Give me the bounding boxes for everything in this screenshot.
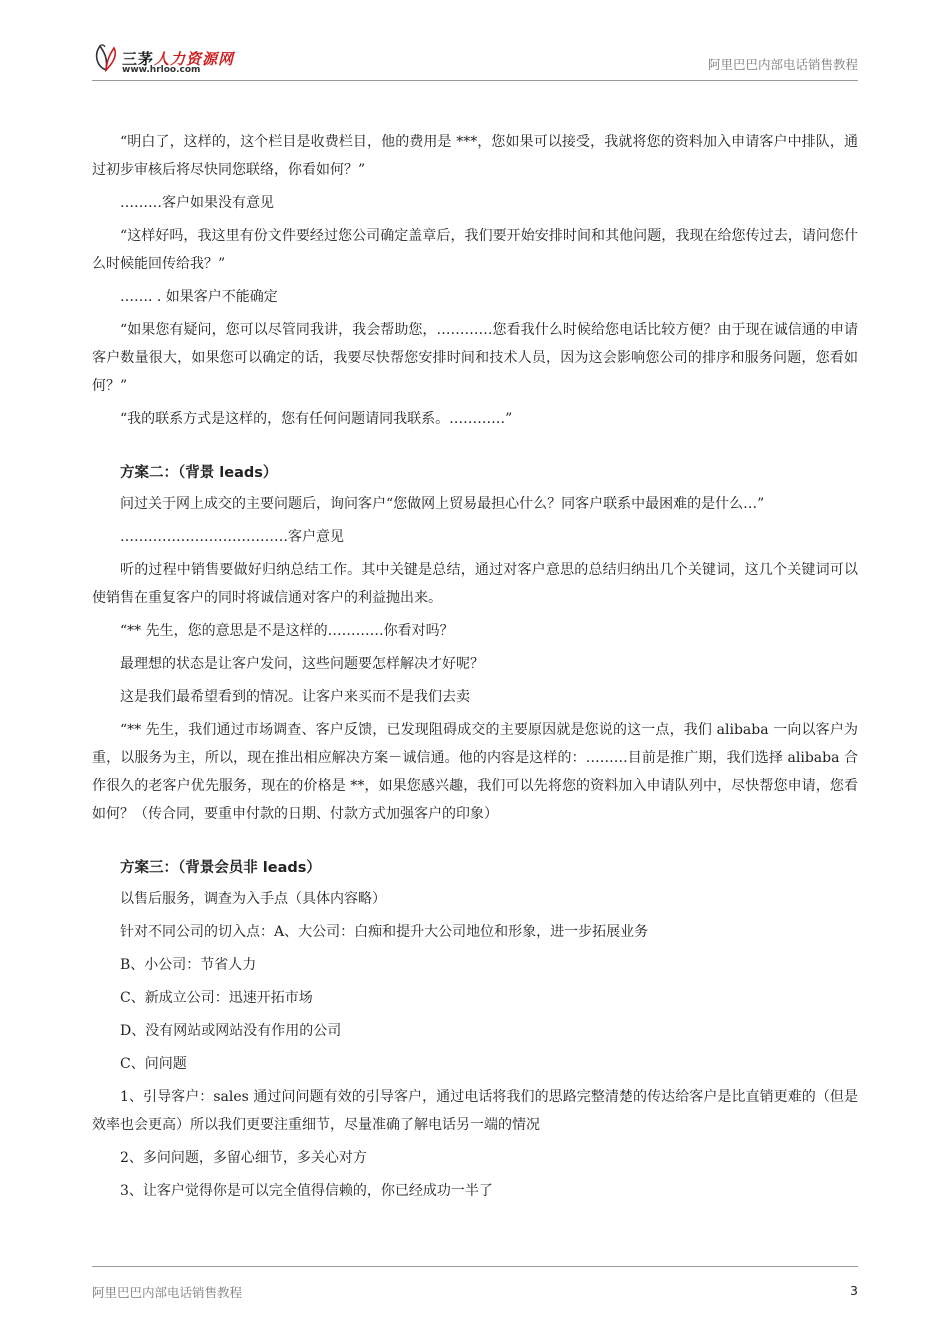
section-gap — [92, 833, 858, 855]
paragraph: “我的联系方式是这样的，您有任何问题请同我联系。…………” — [120, 411, 513, 427]
page-number: 3 — [850, 1283, 858, 1298]
paragraph: “如果您有疑问，您可以尽管同我讲，我会帮助您，…………您看我什么时候给您电话比较方便？由于现在诚信通的申请客户数量很大，如果您可以确定的话，我要尽快帮您安排时间和技术人员，因为这会影响您公司的排序和服务问题，您看如何？” — [92, 322, 858, 394]
paragraph: “** 先生，我们通过市场调查、客户反馈，已发现阻碍成交的主要原因就是您说的这一点，我们 alibaba 一向以客户为重，以服务为主，所以，现在推出相应解决方案－诚信通。他的内容是这样的：………目前是推广期，我们选择 alibaba 合作很久的老客户优先服务，现在的价格是 **，如果您感兴趣，我们可以先将您的资料加入申请队列中，尽快帮您申请，您看如何？（传合同，要重申付款的日期、付款方式加强客户的印象） — [92, 722, 858, 822]
paragraph: “明白了，这样的，这个栏目是收费栏目，他的费用是 ***，您如果可以接受，我就将您的资料加入申请客户中排队，通过初步审核后将尽快同您联络，你看如何？” — [92, 134, 858, 178]
paragraph: 以售后服务，调查为入手点（具体内容略） — [120, 891, 386, 907]
paragraph: B、小公司：节省人力 — [120, 957, 257, 973]
paragraph: 2、多问问题，多留心细节，多关心对方 — [120, 1150, 367, 1166]
paragraph: 这是我们最希望看到的情况。让客户来买而不是我们去卖 — [120, 689, 470, 705]
leaf-icon — [92, 42, 120, 72]
paragraph: 1、引导客户：sales 通过问问题有效的引导客户，通过电话将我们的思路完整清楚的传达给客户是比直销更难的（但是效率也会更高）所以我们更要注重细节，尽量准确了解电话另一端的情况 — [92, 1089, 858, 1133]
logo-name-red: 人力资源网 — [154, 50, 235, 68]
footer-title: 阿里巴巴内部电话销售教程 — [92, 1285, 243, 1300]
paragraph: D、没有网站或网站没有作用的公司 — [120, 1023, 342, 1039]
section-heading: 方案三：（背景会员非 leads） — [120, 860, 321, 876]
header-title: 阿里巴巴内部电话销售教程 — [707, 57, 858, 72]
section-heading: 方案二：（背景 leads） — [120, 465, 278, 481]
paragraph: 问过关于网上成交的主要问题后，询问客户“您做网上贸易最担心什么？同客户联系中最困难的是什么…” — [120, 496, 765, 512]
paragraph: C、新成立公司：迅速开拓市场 — [120, 990, 313, 1006]
paragraph: ……. . 如果客户不能确定 — [120, 289, 278, 305]
paragraph: 听的过程中销售要做好归纳总结工作。其中关键是总结，通过对客户意思的总结归纳出几个关键词，这几个关键词可以使销售在重复客户的同时将诚信通对客户的利益抛出来。 — [92, 562, 858, 606]
paragraph: 最理想的状态是让客户发问，这些问题要怎样解决才好呢？ — [120, 656, 484, 672]
page-header — [92, 40, 858, 81]
footer-divider — [92, 1266, 858, 1267]
logo — [92, 40, 292, 76]
paragraph: 3、让客户觉得你是可以完全值得信赖的，你已经成功一半了 — [120, 1183, 493, 1199]
paragraph: ………客户如果没有意见 — [120, 195, 274, 211]
paragraph: ………………………………客户意见 — [120, 529, 344, 545]
document-body — [92, 128, 858, 1210]
paragraph: C、问问题 — [120, 1056, 187, 1072]
logo-url: www.hrloo.com — [122, 65, 201, 75]
paragraph: “** 先生，您的意思是不是这样的…………你看对吗？ — [120, 623, 454, 639]
logo-name-black: 三茅 — [122, 50, 155, 68]
paragraph: “这样好吗，我这里有份文件要经过您公司确定盖章后，我们要开始安排时间和其他问题，我现在给您传过去，请问您什么时候能回传给我？” — [92, 228, 858, 272]
section-gap — [92, 438, 858, 460]
paragraph: 针对不同公司的切入点：A、大公司：白痴和提升大公司地位和形象，进一步拓展业务 — [120, 924, 649, 940]
